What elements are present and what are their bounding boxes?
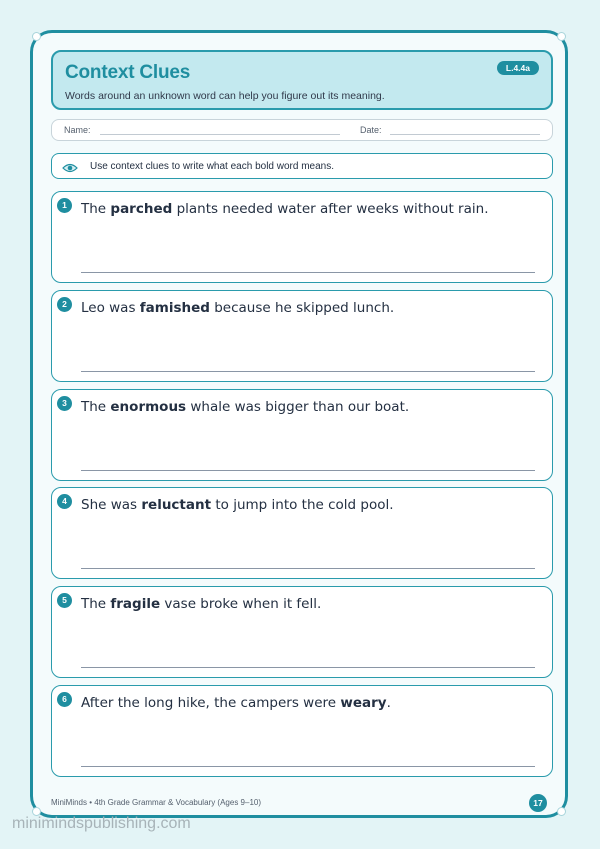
instructions-text: Use context clues to write what each bold word means. <box>90 161 335 172</box>
question-number: 5 <box>57 593 72 608</box>
answer-line[interactable] <box>81 667 535 668</box>
answer-line[interactable] <box>81 568 535 569</box>
question-number: 2 <box>57 297 72 312</box>
question-card-5 <box>51 586 553 678</box>
question-number: 3 <box>57 396 72 411</box>
question-text: After the long hike, the campers were weary. <box>81 695 391 711</box>
answer-line[interactable] <box>81 470 535 471</box>
vocab-word: parched <box>110 201 173 217</box>
standard-badge: L.4.4a <box>497 61 539 75</box>
worksheet-page <box>30 30 568 818</box>
question-text: Leo was famished because he skipped lunch. <box>81 300 395 316</box>
answer-line[interactable] <box>81 766 535 767</box>
question-card-2 <box>51 290 553 382</box>
instructions-box <box>51 153 553 179</box>
answer-line[interactable] <box>81 272 535 273</box>
date-label: Date: <box>360 125 382 135</box>
worksheet-header <box>51 50 553 110</box>
question-card-3 <box>51 389 553 481</box>
footer-text: MiniMinds • 4th Grade Grammar & Vocabulary (Ages 9–10) <box>51 798 261 807</box>
page-subtitle: Words around an unknown word can help you figure out its meaning. <box>65 90 385 102</box>
name-date-bar <box>51 119 553 141</box>
question-number: 6 <box>57 692 72 707</box>
corner-dot-bottom-right <box>557 807 566 816</box>
question-text: The fragile vase broke when it fell. <box>81 596 322 612</box>
eye-icon <box>62 160 78 178</box>
watermark: minimindspublishing.com <box>12 815 191 832</box>
page-title: Context Clues <box>65 62 191 83</box>
corner-dot-top-right <box>557 32 566 41</box>
question-text: The parched plants needed water after weeks without rain. <box>81 201 489 217</box>
question-card-6 <box>51 685 553 777</box>
vocab-word: weary <box>340 695 387 711</box>
date-field[interactable] <box>390 134 540 135</box>
question-text: She was reluctant to jump into the cold pool. <box>81 497 394 513</box>
vocab-word: famished <box>139 300 210 316</box>
question-number: 4 <box>57 494 72 509</box>
vocab-word: enormous <box>110 399 187 415</box>
corner-dot-top-left <box>32 32 41 41</box>
question-card-1 <box>51 191 553 283</box>
question-number: 1 <box>57 198 72 213</box>
vocab-word: fragile <box>110 596 161 612</box>
question-text: The enormous whale was bigger than our boat. <box>81 399 410 415</box>
page-number-badge: 17 <box>529 794 547 812</box>
answer-line[interactable] <box>81 371 535 372</box>
question-card-4 <box>51 487 553 579</box>
name-label: Name: <box>64 125 91 135</box>
name-field[interactable] <box>100 134 340 135</box>
vocab-word: reluctant <box>141 497 212 513</box>
